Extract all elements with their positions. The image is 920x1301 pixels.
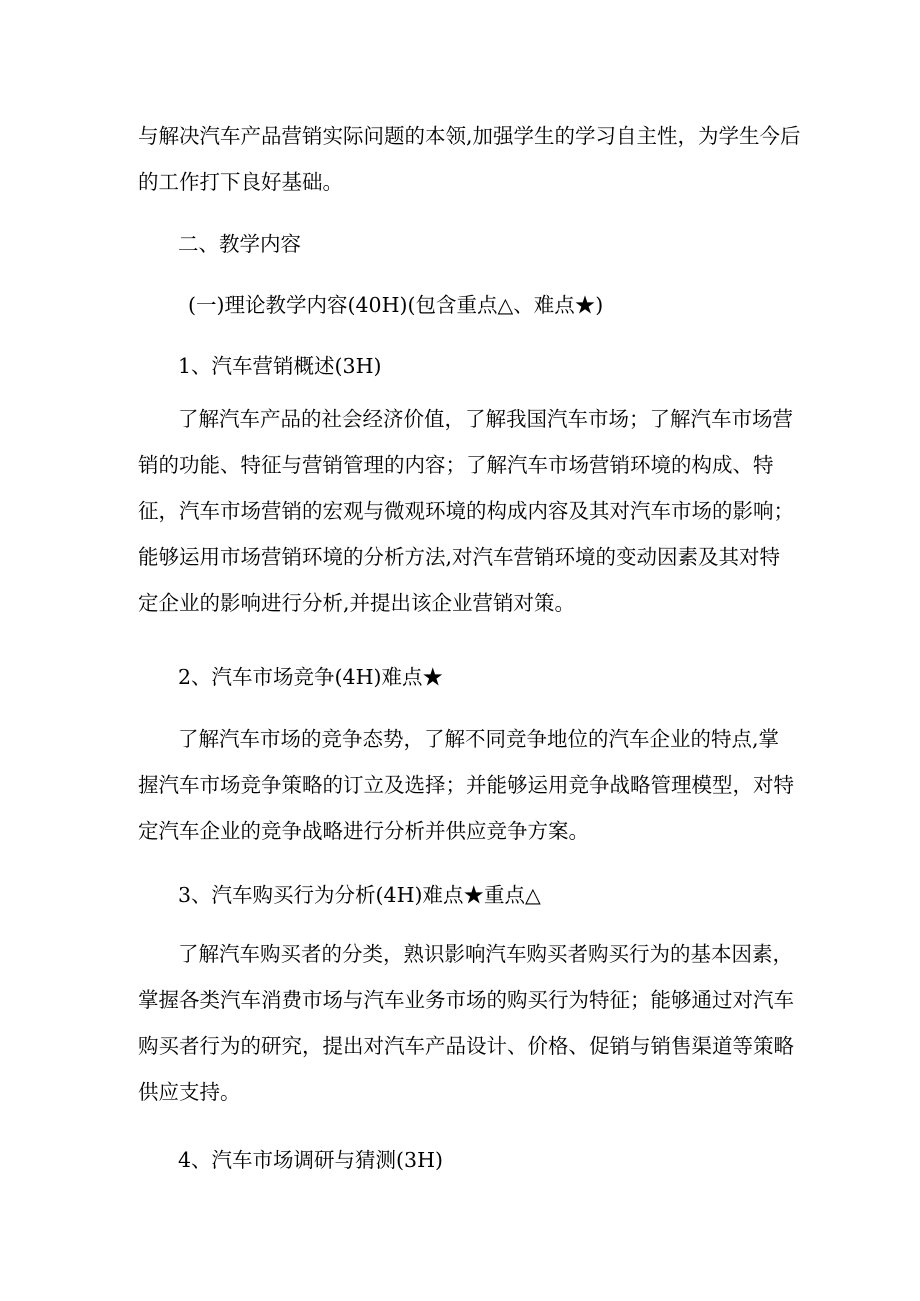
paragraph-line: 握汽车市场竞争策略的订立及选择；并能够运用竞争战略管理模型，对特 xyxy=(138,773,794,797)
topic-heading: 4、汽车市场调研与猜测(3H) xyxy=(178,1148,443,1172)
topic-heading: 3、汽车购买行为分析(4H)难点★重点△ xyxy=(178,883,541,907)
intro-paragraph xyxy=(138,113,801,205)
paragraph-line: 了解汽车购买者的分类，熟识影响汽车购买者购买行为的基本因素， xyxy=(178,942,793,966)
paragraph-line: 购买者行为的研究，提出对汽车产品设计、价格、促销与销售渠道等策略 xyxy=(138,1034,794,1058)
topic-paragraph xyxy=(138,931,794,1115)
topic-paragraph xyxy=(138,396,794,626)
paragraph-line: 与解决汽车产品营销实际问题的本领,加强学生的学习自主性，为学生今后 xyxy=(138,124,801,148)
topic-paragraph xyxy=(138,716,794,854)
paragraph-line: 了解汽车市场的竞争态势，了解不同竞争地位的汽车企业的特点,掌 xyxy=(178,727,780,751)
section-title: 二、教学内容 xyxy=(178,232,301,256)
paragraph-line: 征，汽车市场营销的宏观与微观环境的构成内容及其对汽车市场的影响； xyxy=(138,499,794,523)
subsection-title: (一)理论教学内容(40H)(包含重点△、难点★) xyxy=(188,293,604,317)
paragraph-line: 供应支持。 xyxy=(138,1080,241,1104)
paragraph-line: 的工作打下良好基础。 xyxy=(138,170,343,194)
paragraph-line: 销的功能、特征与营销管理的内容；了解汽车市场营销环境的构成、特 xyxy=(138,453,774,477)
topic-heading: 2、汽车市场竞争(4H)难点★ xyxy=(178,665,443,689)
topic-heading: 1、汽车营销概述(3H) xyxy=(178,354,382,378)
paragraph-line: 了解汽车产品的社会经济价值，了解我国汽车市场；了解汽车市场营 xyxy=(178,407,793,431)
paragraph-line: 定汽车企业的竞争战略进行分析并供应竞争方案。 xyxy=(138,819,589,843)
paragraph-line: 掌握各类汽车消费市场与汽车业务市场的购买行为特征；能够通过对汽车 xyxy=(138,988,794,1012)
paragraph-line: 能够运用市场营销环境的分析方法,对汽车营销环境的变动因素及其对特 xyxy=(138,545,781,569)
paragraph-line: 定企业的影响进行分析,并提出该企业营销对策。 xyxy=(138,591,576,615)
